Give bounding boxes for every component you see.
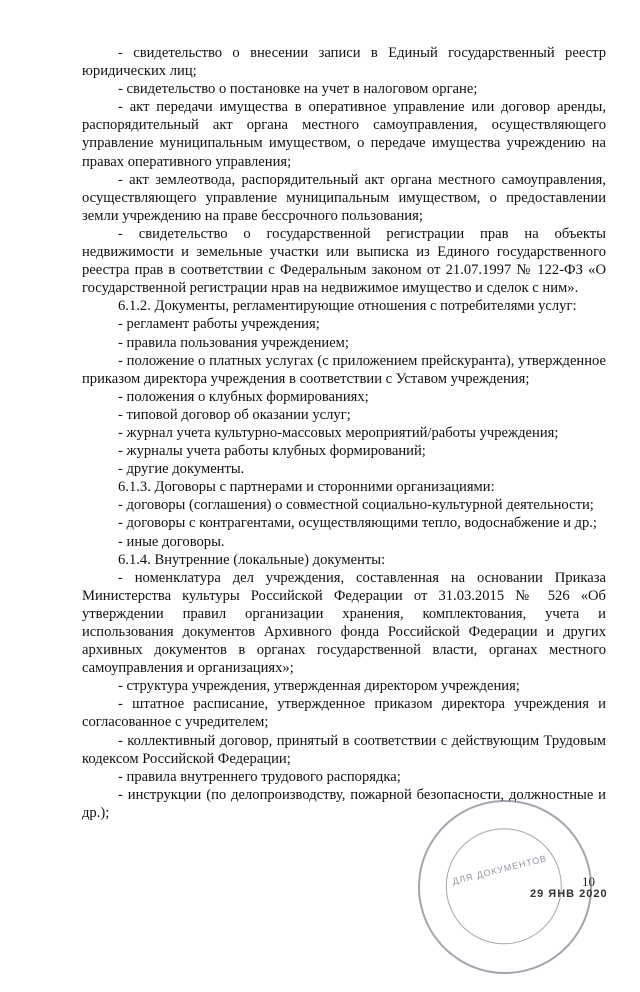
list-item: - штатное расписание, утвержденное приказом директора учреждения и согласованное с учредителем; bbox=[82, 696, 606, 731]
section-heading-6-1-3: 6.1.3. Договоры с партнерами и сторонними организациями: bbox=[118, 479, 495, 496]
date-stamp: 29 ЯНВ 2020 bbox=[530, 888, 608, 900]
list-item: - положение о платных услугах (с приложением прейскуранта), утвержденное приказом директора учреждения в соответствии с Уставом учреждения; bbox=[82, 352, 606, 387]
list-item: - типовой договор об оказании услуг; bbox=[118, 406, 351, 423]
section-heading-6-1-2: 6.1.2. Документы, регламентирующие отношения с потребителями услуг: bbox=[118, 298, 577, 315]
list-item: - коллективный договор, принятый в соответствии с действующим Трудовым кодексом Российской Федерации; bbox=[82, 732, 606, 767]
paragraph-1: - свидетельство о внесении записи в Единый государственный реестр юридических лиц; bbox=[82, 45, 606, 80]
list-item: - журнал учета культурно-массовых мероприятий/работы учреждения; bbox=[118, 424, 559, 441]
list-item: - структура учреждения, утвержденная директором учреждения; bbox=[118, 678, 520, 695]
seal-text: ДЛЯ ДОКУМЕНТОВ bbox=[451, 853, 549, 887]
list-item: - правила пользования учреждением; bbox=[118, 334, 349, 351]
paragraph-5: - свидетельство о государственной регистрации прав на объекты недвижимости и земельные участки или выписка из Единого государственного реестра прав в соответствии с Федеральным законом от 21.07.1997 № 122-ФЗ «О государственной регистрации нрав на недвижимое имущество и сделок с ним». bbox=[82, 225, 606, 297]
paragraph-2: - свидетельство о постановке на учет в налоговом органе; bbox=[118, 81, 478, 98]
section-heading-6-1-4: 6.1.4. Внутренние (локальные) документы: bbox=[118, 551, 386, 568]
seal-inner-ring bbox=[433, 816, 574, 957]
list-item: - номенклатура дел учреждения, составленная на основании Приказа Министерства культуры Российской Федерации от 31.03.2015 № 526 «Об утверждении правил организации хранения, комплектования, учета и использования документов Архивного фонда Российской Федерации и других архивных документов в органах государственной власти, органах местного самоуправления и организациях»; bbox=[82, 569, 606, 677]
list-item: - журналы учета работы клубных формирований; bbox=[118, 443, 426, 460]
page-number: 10 bbox=[582, 874, 595, 889]
list-item: - инструкции (по делопроизводству, пожарной безопасности, должностные и др.); bbox=[82, 786, 606, 821]
list-item: - договоры с контрагентами, осуществляющими тепло, водоснабжение и др.; bbox=[118, 515, 597, 532]
list-item: - положения о клубных формированиях; bbox=[118, 388, 369, 405]
paragraph-3: - акт передачи имущества в оперативное управление или договор аренды, распорядительный акт органа местного самоуправления, осуществляющего управление муниципальным имуществом, о передаче имущества учреждению на правах оперативного управления; bbox=[82, 99, 606, 170]
list-item: - договоры (соглашения) о совместной социально-культурной деятельности; bbox=[118, 497, 594, 514]
list-item: - иные договоры. bbox=[118, 533, 225, 550]
list-item: - регламент работы учреждения; bbox=[118, 316, 320, 333]
paragraph-4: - акт землеотвода, распорядительный акт органа местного самоуправления, осуществляющего управление муниципальным имуществом, о предоставлении земли учреждению на праве бессрочного пользования; bbox=[82, 171, 606, 224]
document-body bbox=[82, 44, 606, 822]
list-item: - другие документы. bbox=[118, 461, 245, 478]
list-item: - правила внутреннего трудового распорядка; bbox=[118, 768, 401, 785]
